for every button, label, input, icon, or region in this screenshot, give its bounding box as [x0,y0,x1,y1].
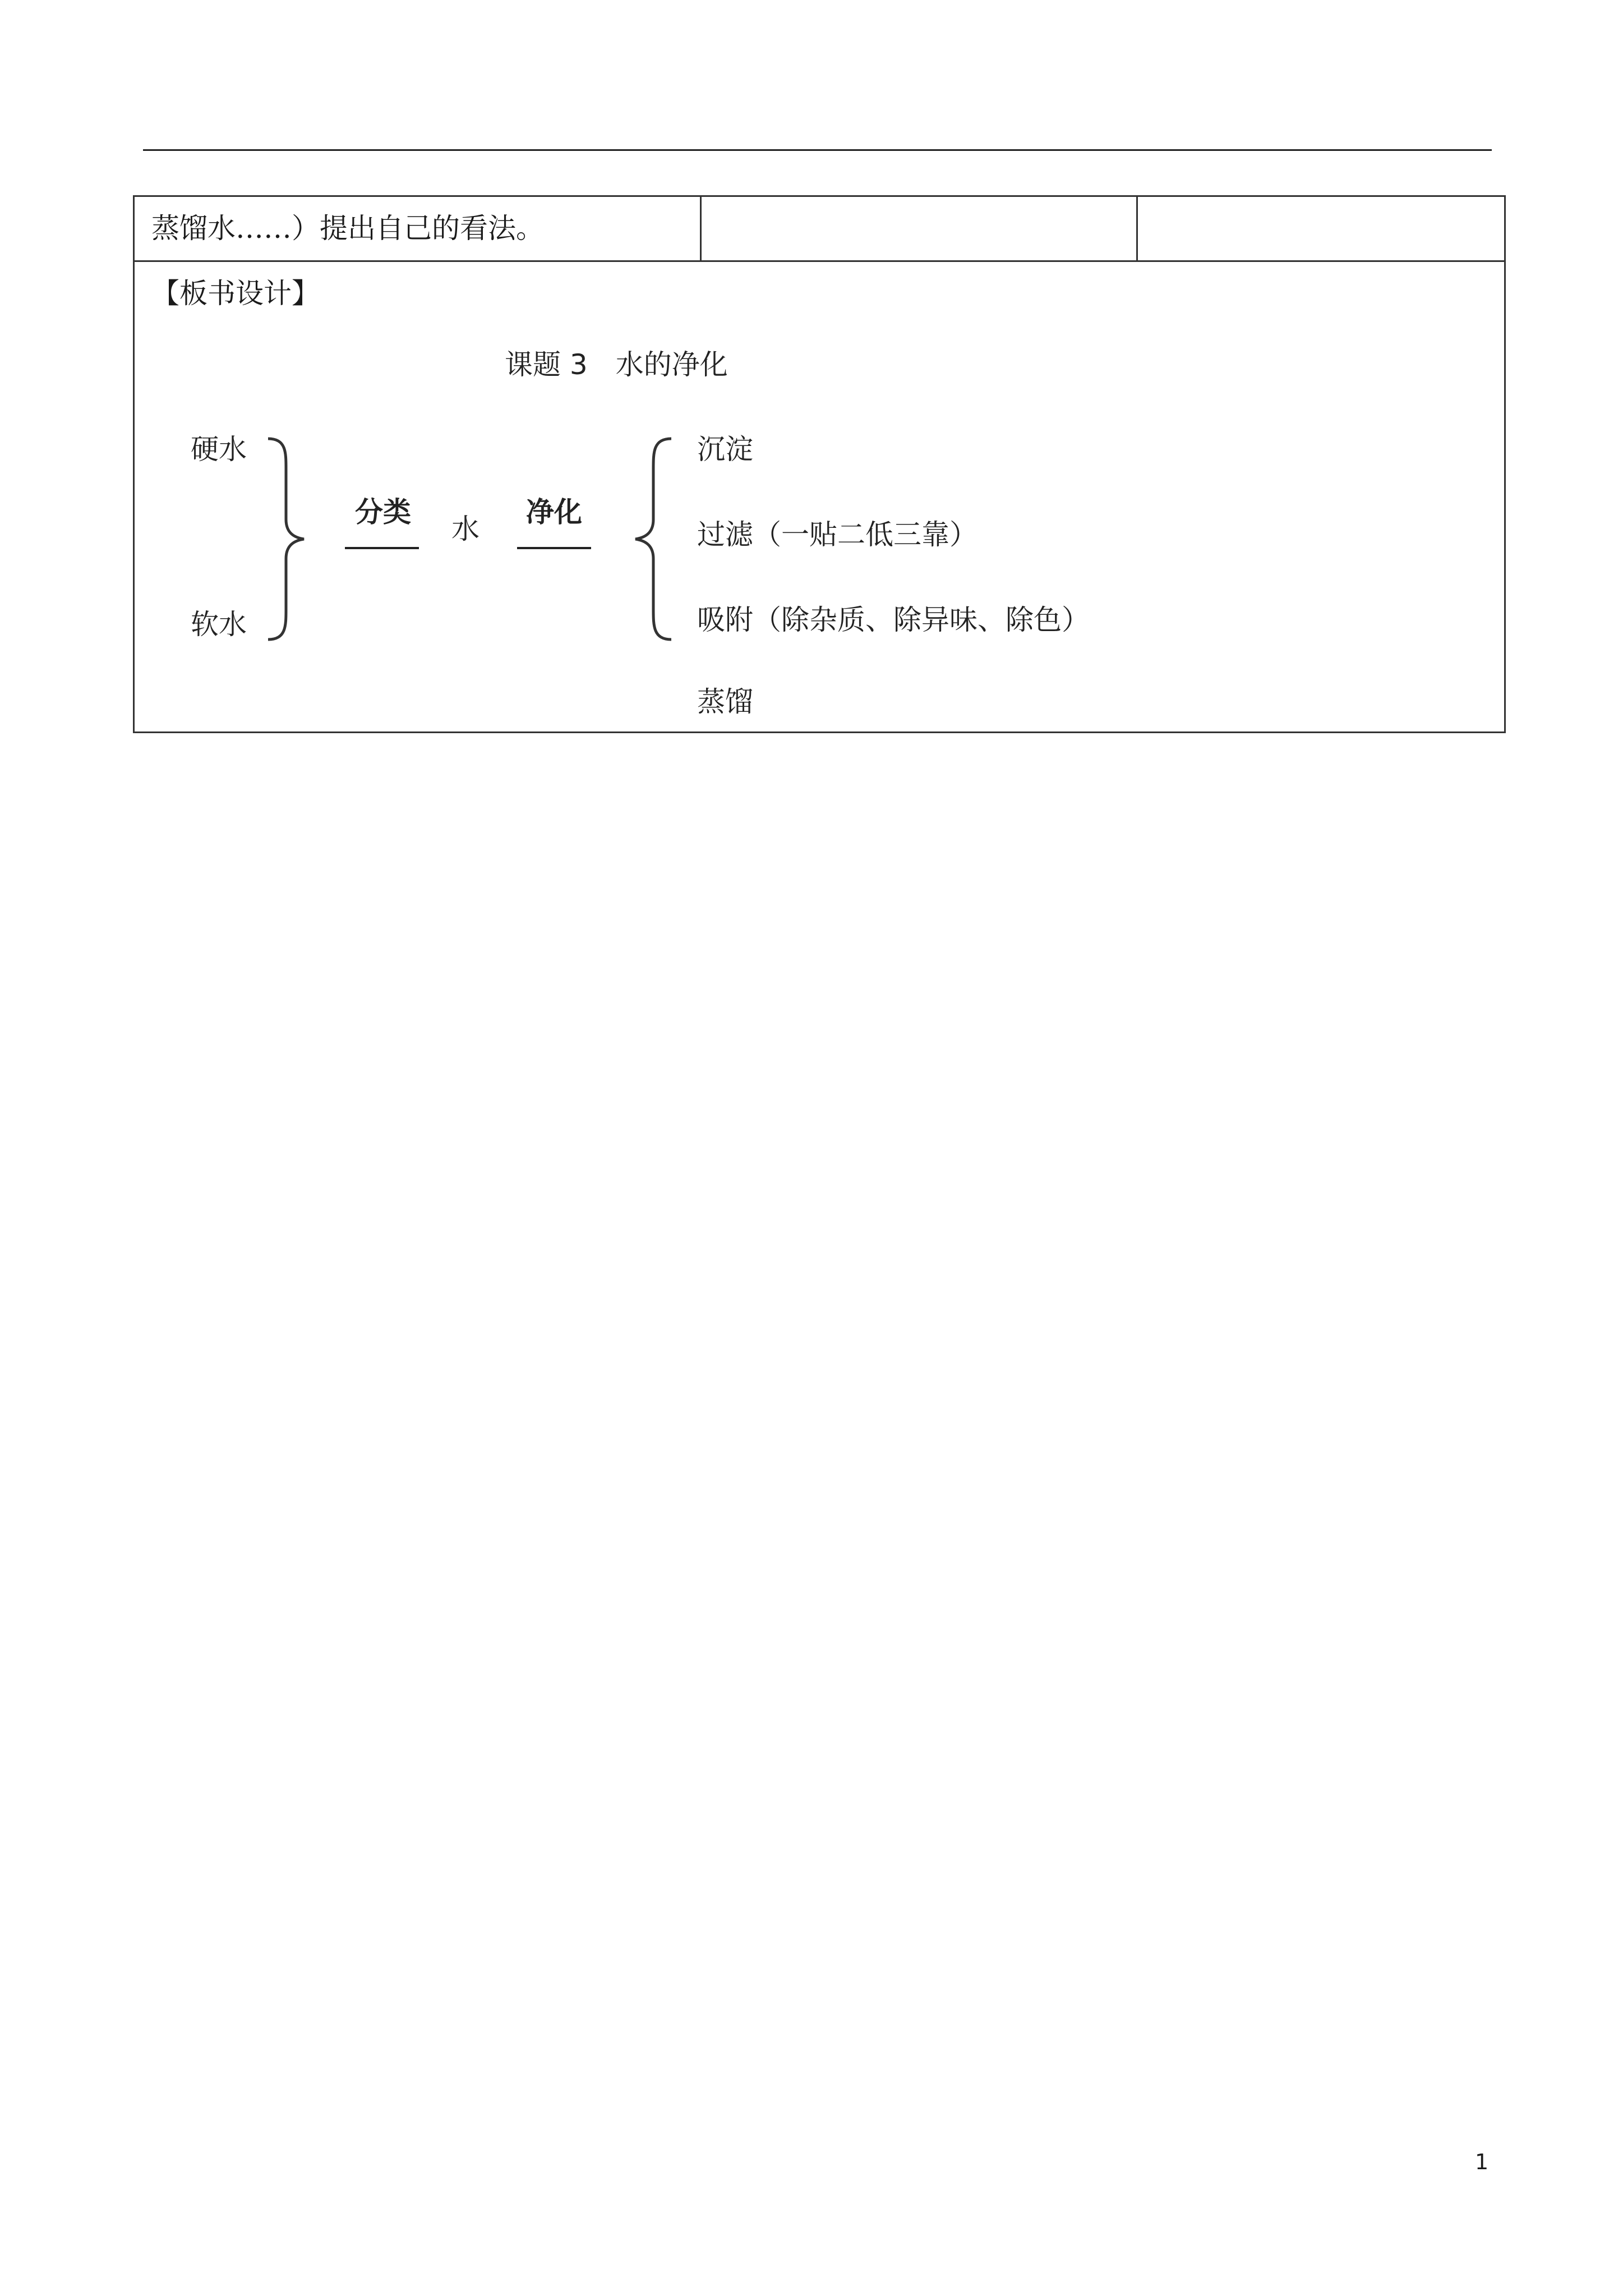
lesson-table [133,195,1506,733]
board-title: 课题 3 水的净化 [505,348,728,381]
right-item-distillation: 蒸馏 [697,685,753,718]
center-label-water: 水 [451,513,479,545]
classify-label: 分类 [355,496,411,528]
page-number: 1 [1475,2150,1489,2174]
section-heading: 【板书设计】 [151,277,320,310]
row1-cell1-text: 蒸馏水……）提出自己的看法。 [151,212,544,245]
left-item-hard-water: 硬水 [191,433,247,466]
left-item-soft-water: 软水 [191,608,247,641]
right-item-adsorption: 吸附（除杂质、除异味、除色） [697,604,1090,636]
right-item-filtration: 过滤（一贴二低三靠） [697,518,978,551]
purify-underline [517,547,591,549]
right-curly-brace-icon [264,435,308,643]
column-divider [700,197,702,260]
table-row [135,197,1504,262]
header-rule [143,149,1492,151]
left-curly-brace-icon [631,435,676,643]
column-divider [1136,197,1138,260]
classify-underline [345,547,419,549]
purify-label: 净化 [526,496,582,528]
right-item-sedimentation: 沉淀 [697,433,753,466]
